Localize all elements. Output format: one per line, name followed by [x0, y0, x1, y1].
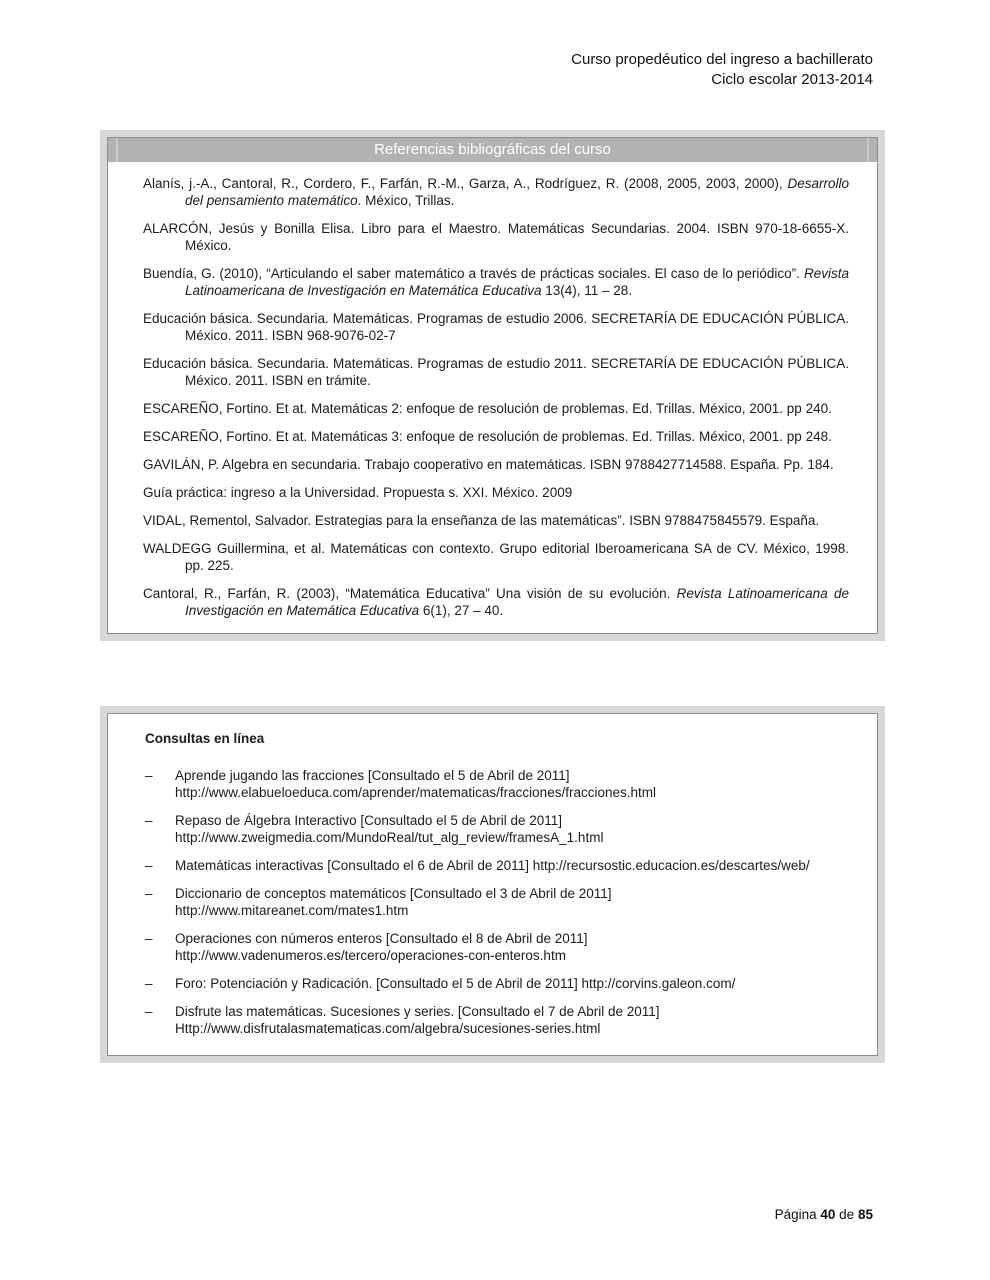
consulta-title-line: Matemáticas interactivas [Consultado el 6 de Abril de 2011] http://recursostic.educacion.es/descartes/web/ — [175, 858, 810, 873]
consulta-url-line: Http://www.disfrutalasmatematicas.com/algebra/sucesiones-series.html — [175, 1021, 601, 1036]
reference-item — [143, 540, 849, 574]
reference-segment-italic: Desarrollo del pensamiento matemático — [185, 176, 849, 208]
consultas-list — [145, 767, 849, 1037]
consulta-title-line: Repaso de Álgebra Interactivo [Consultado el 5 de Abril de 2011] — [175, 813, 563, 828]
dash-bullet: – — [145, 1004, 153, 1019]
reference-item — [143, 456, 849, 473]
references-box — [100, 130, 885, 641]
consulta-url-line: http://www.zweigmedia.com/MundoReal/tut_alg_review/framesA_1.html — [175, 830, 604, 845]
consulta-item — [145, 930, 849, 964]
reference-segment: VIDAL, Rementol, Salvador. Estrategias para la enseñanza de las matemáticas”. ISBN 9788475845579. España. — [143, 513, 820, 528]
references-title: Referencias bibliográficas del curso — [374, 141, 611, 158]
consulta-title-line: Operaciones con números enteros [Consultado el 8 de Abril de 2011] — [175, 931, 588, 946]
reference-segment: . México, Trillas. — [357, 193, 455, 208]
dash-bullet: – — [145, 858, 153, 873]
dash-bullet: – — [145, 976, 153, 991]
reference-segment: ALARCÓN, Jesús y Bonilla Elisa. Libro para el Maestro. Matemáticas Secundarias. 2004. ISBN 970-18-6655-X. México. — [143, 221, 849, 253]
references-title-bar — [108, 138, 877, 162]
reference-segment: 6(1), 27 – 40. — [419, 603, 504, 618]
reference-segment: Educación básica. Secundaria. Matemáticas. Programas de estudio 2011. SECRETARÍA DE EDUCACIÓN PÚBLICA. México. 2011. ISBN en trámite. — [143, 356, 849, 388]
consulta-url-line: http://www.mitareanet.com/mates1.htm — [175, 903, 409, 918]
reference-segment: 13(4), 11 – 28. — [541, 283, 633, 298]
dash-bullet: – — [145, 931, 153, 946]
reference-segment: Cantoral, R., Farfán, R. (2003), “Matemática Educativa” Una visión de su evolución. — [143, 586, 677, 601]
reference-segment: GAVILÁN, P. Algebra en secundaria. Trabajo cooperativo en matemáticas. ISBN 9788427714588. España. Pp. 184. — [143, 457, 834, 472]
page-footer — [775, 1207, 873, 1222]
consulta-text — [175, 885, 849, 919]
header-school-cycle: Ciclo escolar 2013-2014 — [711, 71, 873, 88]
consulta-title-line: Diccionario de conceptos matemáticos [Consultado el 3 de Abril de 2011] — [175, 886, 612, 901]
consulta-item — [145, 975, 849, 992]
footer-total-pages: 85 — [857, 1207, 873, 1222]
reference-segment: Guía práctica: ingreso a la Universidad. Propuesta s. XXI. México. 2009 — [143, 485, 573, 500]
footer-label-pagina: Página — [774, 1207, 817, 1222]
consultas-box-inner — [107, 713, 878, 1056]
consulta-text — [175, 1003, 849, 1037]
dash-bullet: – — [145, 768, 153, 783]
reference-segment: Educación básica. Secundaria. Matemáticas. Programas de estudio 2006. SECRETARÍA DE EDUCACIÓN PÚBLICA. México. 2011. ISBN 968-9076-02-7 — [143, 311, 849, 343]
consulta-title-line: Disfrute las matemáticas. Sucesiones y series. [Consultado el 7 de Abril de 2011] — [175, 1004, 660, 1019]
consulta-item — [145, 885, 849, 919]
consulta-url-line: http://www.vadenumeros.es/tercero/operaciones-con-enteros.htm — [175, 948, 566, 963]
reference-segment-italic: Revista Latinoamericana de Investigación en Matemática Educativa — [185, 586, 849, 618]
dash-bullet: – — [145, 886, 153, 901]
consulta-text — [175, 767, 849, 801]
reference-item — [143, 355, 849, 389]
footer-label-de: de — [839, 1207, 855, 1222]
consulta-item — [145, 1003, 849, 1037]
consulta-text — [175, 812, 849, 846]
references-list — [108, 162, 877, 633]
reference-item — [143, 512, 849, 529]
reference-item — [143, 310, 849, 344]
reference-item — [143, 400, 849, 417]
references-box-inner — [107, 137, 878, 634]
reference-segment-italic: Revista Latinoamericana de Investigación en Matemática Educativa — [185, 266, 849, 298]
page-header — [571, 50, 873, 90]
consulta-text — [175, 857, 849, 874]
footer-page-number: 40 — [820, 1207, 836, 1222]
consulta-title-line: Aprende jugando las fracciones [Consultado el 5 de Abril de 2011] — [175, 768, 570, 783]
consulta-text — [175, 975, 849, 992]
reference-item — [143, 265, 849, 299]
dash-bullet: – — [145, 813, 153, 828]
reference-item — [143, 175, 849, 209]
reference-segment: Alanís, j.-A., Cantoral, R., Cordero, F., Farfán, R.-M., Garza, A., Rodríguez, R. (2008, 2005, 2003, 2000), — [143, 176, 788, 191]
reference-item — [143, 484, 849, 501]
consulta-item — [145, 767, 849, 801]
consulta-item — [145, 857, 849, 874]
consultas-title: Consultas en línea — [145, 731, 265, 746]
reference-item — [143, 585, 849, 619]
header-course-title: Curso propedéutico del ingreso a bachillerato — [571, 51, 873, 68]
consulta-item — [145, 812, 849, 846]
reference-segment: ESCAREÑO, Fortino. Et at. Matemáticas 3: enfoque de resolución de problemas. Ed. Trillas. México, 2001. pp 248. — [143, 429, 832, 444]
reference-segment: Buendía, G. (2010), “Articulando el saber matemático a través de prácticas sociales. El caso de lo periódico”. — [143, 266, 804, 281]
consulta-url-line: http://www.elabueloeduca.com/aprender/matematicas/fracciones/fracciones.html — [175, 785, 656, 800]
consulta-text — [175, 930, 849, 964]
consultas-box — [100, 706, 885, 1063]
reference-item — [143, 428, 849, 445]
reference-segment: WALDEGG Guillermina, et al. Matemáticas con contexto. Grupo editorial Iberoamericana SA de CV. México, 1998. pp. 225. — [143, 541, 849, 573]
reference-item — [143, 220, 849, 254]
consulta-title-line: Foro: Potenciación y Radicación. [Consultado el 5 de Abril de 2011] http://corvins.galeon.com/ — [175, 976, 736, 991]
reference-segment: ESCAREÑO, Fortino. Et at. Matemáticas 2: enfoque de resolución de problemas. Ed. Trillas. México, 2001. pp 240. — [143, 401, 832, 416]
